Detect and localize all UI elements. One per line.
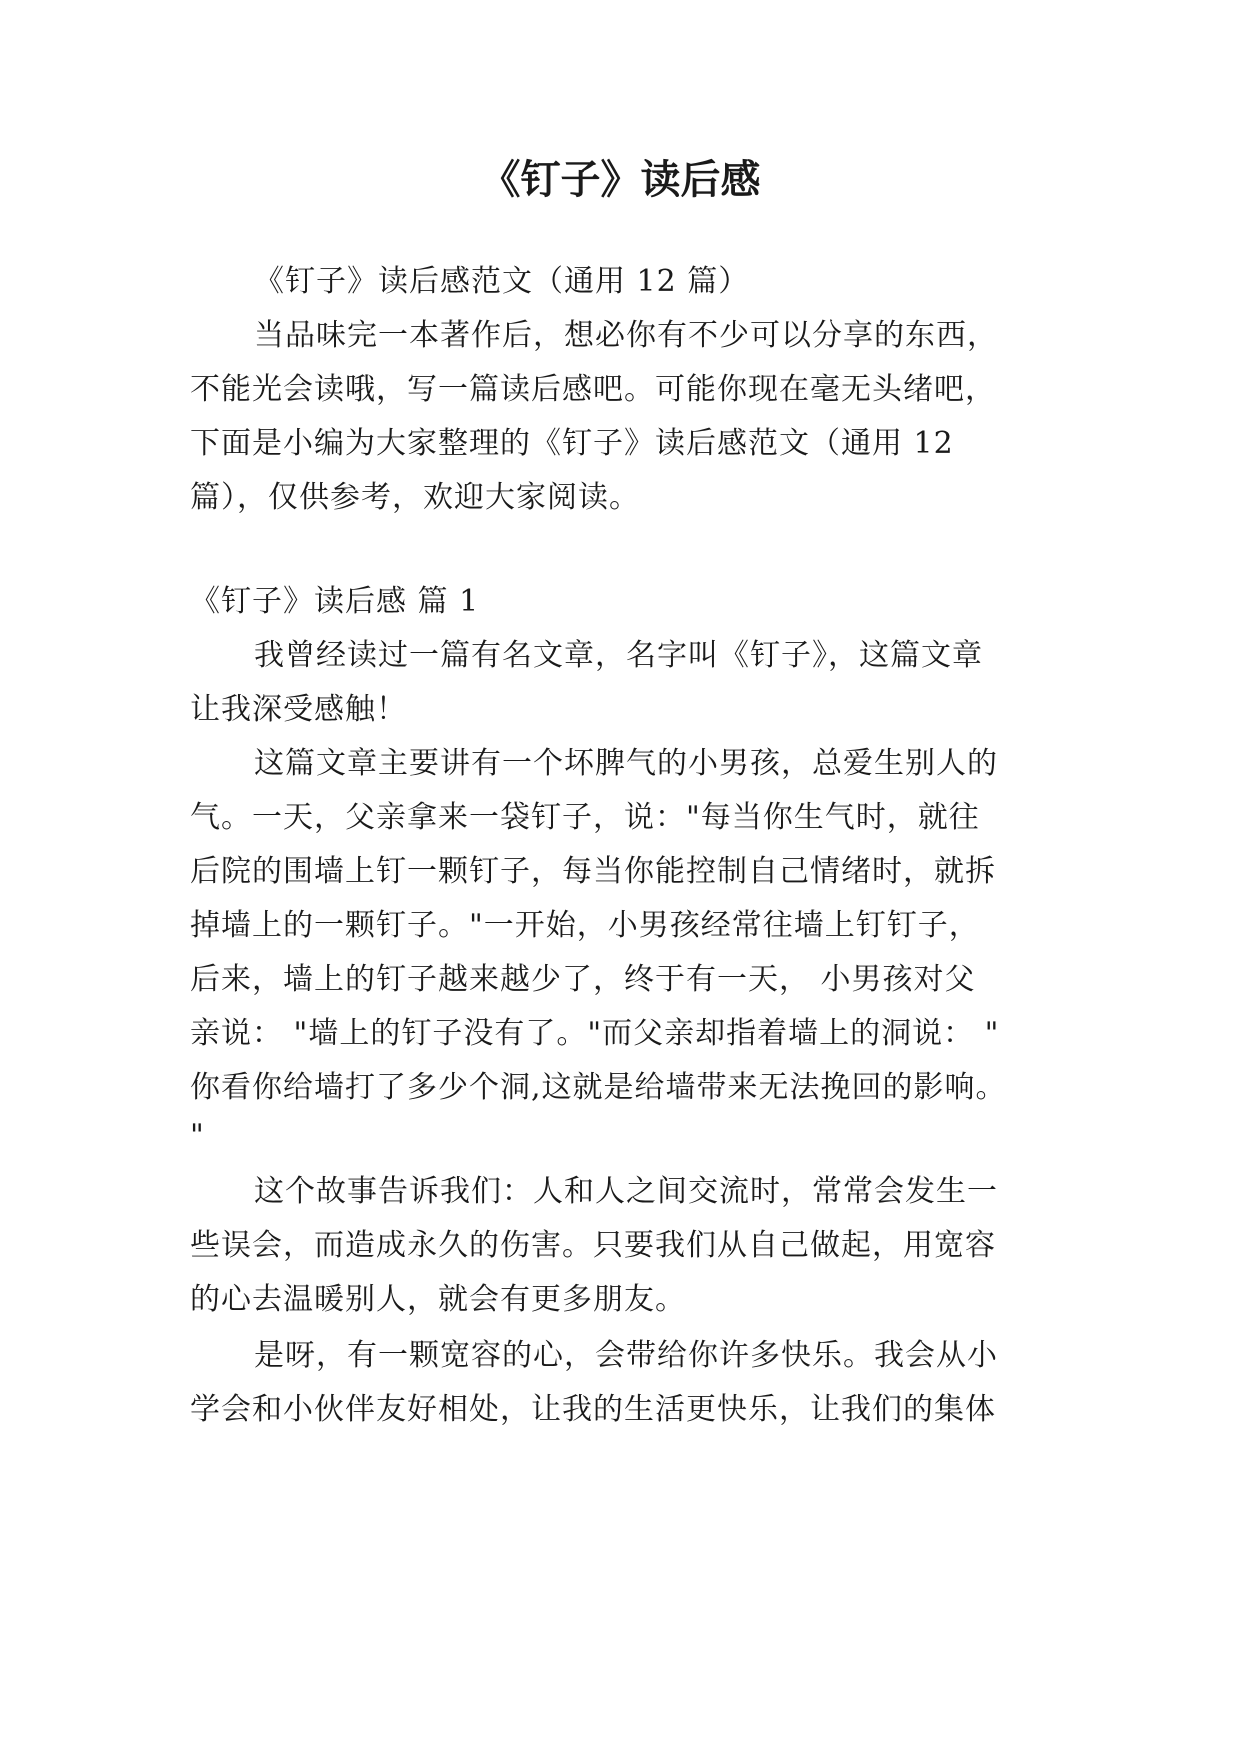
text-line: " <box>190 1118 205 1153</box>
text-line: 学会和小伙伴友好相处，让我的生活更快乐，让我们的集体 <box>190 1392 996 1427</box>
text-line: 下面是小编为大家整理的《钉子》读后感范文（通用 12 <box>190 426 954 461</box>
section-heading: 《钉子》读后感 篇 1 <box>190 584 480 619</box>
text-line: 篇），仅供参考，欢迎大家阅读。 <box>190 480 640 515</box>
text-line: 是呀，有一颗宽容的心，会带给你许多快乐。我会从小 <box>254 1338 998 1373</box>
text-line: 当品味完一本著作后，想必你有不少可以分享的东西， <box>254 318 998 353</box>
text-line: 后来，墙上的钉子越来越少了，终于有一天， 小男孩对父 <box>190 962 976 997</box>
text-line: 的心去温暖别人，就会有更多朋友。 <box>190 1282 686 1317</box>
text-line: 后院的围墙上钉一颗钉子，每当你能控制自己情绪时，就拆 <box>190 854 996 889</box>
document-title: 《钉子》读后感 <box>480 157 761 203</box>
text-line: 我曾经读过一篇有名文章，名字叫《钉子》，这篇文章 <box>254 638 983 673</box>
text-line: 掉墙上的一颗钉子。"一开始，小男孩经常往墙上钉钉子， <box>190 908 980 943</box>
text-line: 亲说： "墙上的钉子没有了。"而父亲却指着墙上的洞说： " <box>190 1016 1000 1051</box>
text-line: 气。一天，父亲拿来一袋钉子，说："每当你生气时，就往 <box>190 800 980 835</box>
text-line: 这个故事告诉我们：人和人之间交流时，常常会发生一 <box>254 1174 998 1209</box>
text-line: 你看你给墙打了多少个洞,这就是给墙带来无法挽回的影响。 <box>190 1070 1007 1105</box>
text-line: 些误会，而造成永久的伤害。只要我们从自己做起，用宽容 <box>190 1228 996 1263</box>
text-line: 《钉子》读后感范文（通用 12 篇） <box>254 264 750 299</box>
text-line: 这篇文章主要讲有一个坏脾气的小男孩，总爱生别人的 <box>254 746 998 781</box>
text-line: 让我深受感触！ <box>190 692 407 727</box>
text-line: 不能光会读哦，写一篇读后感吧。可能你现在毫无头绪吧， <box>190 372 996 407</box>
